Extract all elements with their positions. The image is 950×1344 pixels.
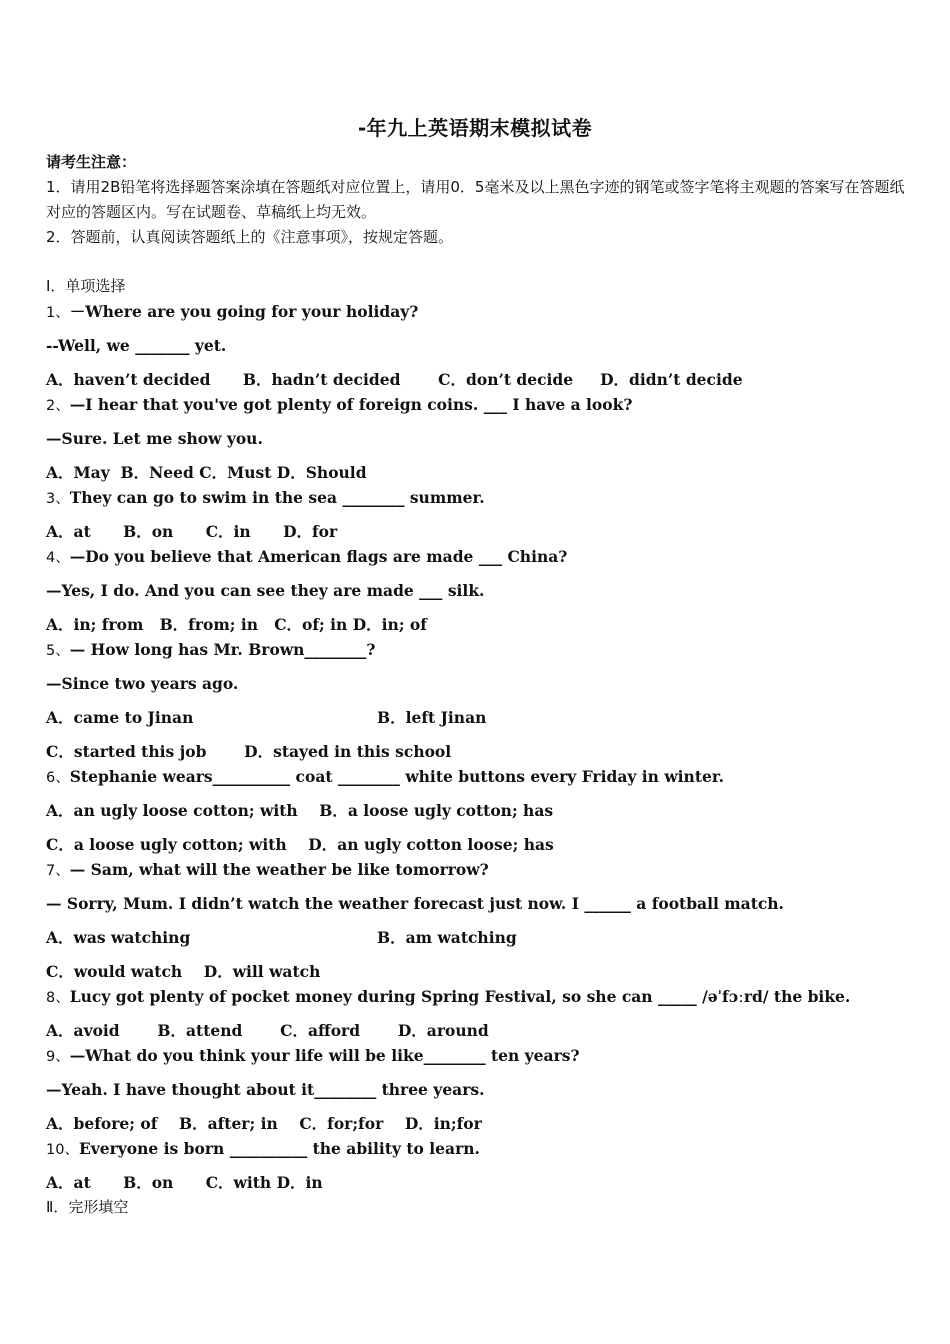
question-10-options: A．at B．on C．with D．in bbox=[46, 1173, 323, 1192]
question-6-options-ab: A．an ugly loose cotton; with B．a loose ugly cotton; has bbox=[46, 801, 554, 820]
question-7-option-b: B．am watching bbox=[377, 928, 517, 947]
question-7-option-a: A．was watching bbox=[46, 928, 191, 947]
question-9-line-2: —Yeah. I have thought about it________ three years. bbox=[46, 1080, 485, 1099]
question-5-options-cd: C．started this job D．stayed in this school bbox=[46, 742, 452, 761]
question-1-options: A．haven’t decided B．hadn’t decided C．don’t decide D．didn’t decide bbox=[46, 370, 743, 389]
question-9-number: 9、 bbox=[46, 1049, 70, 1065]
section-heading-1: Ⅰ．单项选择 bbox=[46, 277, 126, 295]
question-7-stem bbox=[46, 857, 916, 882]
question-2-number: 2、 bbox=[46, 398, 70, 414]
notice-line-2: 2．答题前，认真阅读答题纸上的《注意事项》，按规定答题。 bbox=[46, 228, 454, 246]
question-5-line-2: —Since two years ago. bbox=[46, 674, 239, 693]
question-9-options: A．before; of B．after; in C．for;for D．in;for bbox=[46, 1114, 482, 1133]
question-5-option-b: B．left Jinan bbox=[377, 708, 487, 727]
questions-body bbox=[46, 274, 916, 1220]
question-4-text: —Do you believe that American flags are made ___ China? bbox=[69, 547, 568, 566]
question-7-options-ab bbox=[46, 925, 916, 950]
question-8-stem bbox=[46, 984, 916, 1009]
question-7-line-2: — Sorry, Mum. I didn’t watch the weather forecast just now. I ______ a football match. bbox=[46, 894, 784, 913]
question-8-text: Lucy got plenty of pocket money during Spring Festival, so she can _____ /əˈfɔːrd/ the bike. bbox=[69, 987, 851, 1006]
question-5-stem bbox=[46, 637, 916, 662]
question-8-options: A．avoid B．attend C．afford D．around bbox=[46, 1021, 489, 1040]
question-6-number: 6、 bbox=[46, 770, 70, 786]
question-4-options: A．in; from B．from; in C．of; in D．in; of bbox=[46, 615, 427, 634]
question-8-number: 8、 bbox=[46, 990, 70, 1006]
question-3-text: They can go to swim in the sea ________ summer. bbox=[69, 488, 485, 507]
question-6-text: Stephanie wears__________ coat ________ white buttons every Friday in winter. bbox=[69, 767, 724, 786]
question-5-option-a: A．came to Jinan bbox=[46, 708, 194, 727]
question-1-text: －Where are you going for your holiday? bbox=[69, 302, 419, 321]
page-title: -年九上英语期末模拟试卷 bbox=[357, 116, 593, 140]
question-6-stem bbox=[46, 764, 916, 789]
question-3-number: 3、 bbox=[46, 491, 70, 507]
question-5-options-ab bbox=[46, 705, 916, 730]
question-7-number: 7、 bbox=[46, 863, 70, 879]
notice-line-1: 1．请用2B铅笔将选择题答案涂填在答题纸对应位置上，请用0．5毫米及以上黑色字迹的钢笔或签字笔将主观题的答案写在答题纸对应的答题区内。写在试题卷、草稿纸上均无效。 bbox=[46, 178, 905, 221]
question-7-options-cd: C．would watch D．will watch bbox=[46, 962, 321, 981]
question-5-text: — How long has Mr. Brown________? bbox=[69, 640, 376, 659]
question-2-text: —I hear that you've got plenty of foreign coins. ___ I have a look? bbox=[69, 395, 633, 414]
question-4-stem bbox=[46, 544, 916, 569]
question-4-line-2: —Yes, I do. And you can see they are made ___ silk. bbox=[46, 581, 485, 600]
question-10-stem bbox=[46, 1136, 916, 1161]
question-4-number: 4、 bbox=[46, 550, 70, 566]
question-3-options: A．at B．on C．in D．for bbox=[46, 522, 338, 541]
question-2-options: A．May B．Need C．Must D．Should bbox=[46, 463, 367, 482]
question-7-text: — Sam, what will the weather be like tomorrow? bbox=[69, 860, 489, 879]
question-10-text: Everyone is born __________ the ability to learn. bbox=[78, 1139, 480, 1158]
question-1-number: 1、 bbox=[46, 305, 70, 321]
question-3-stem bbox=[46, 485, 916, 510]
question-1-line-2: --Well, we _______ yet. bbox=[46, 336, 227, 355]
section-heading-2: Ⅱ．完形填空 bbox=[46, 1198, 129, 1216]
question-2-stem bbox=[46, 392, 916, 417]
question-2-line-2: —Sure. Let me show you. bbox=[46, 429, 263, 448]
question-6-options-cd: C．a loose ugly cotton; with D．an ugly cotton loose; has bbox=[46, 835, 554, 854]
question-10-number: 10、 bbox=[46, 1142, 79, 1158]
question-1-stem bbox=[46, 299, 916, 324]
question-9-stem bbox=[46, 1043, 916, 1068]
notice-heading: 请考生注意： bbox=[46, 153, 137, 171]
question-5-number: 5、 bbox=[46, 643, 70, 659]
question-9-text: —What do you think your life will be like________ ten years? bbox=[69, 1046, 580, 1065]
notice-block bbox=[46, 150, 906, 250]
